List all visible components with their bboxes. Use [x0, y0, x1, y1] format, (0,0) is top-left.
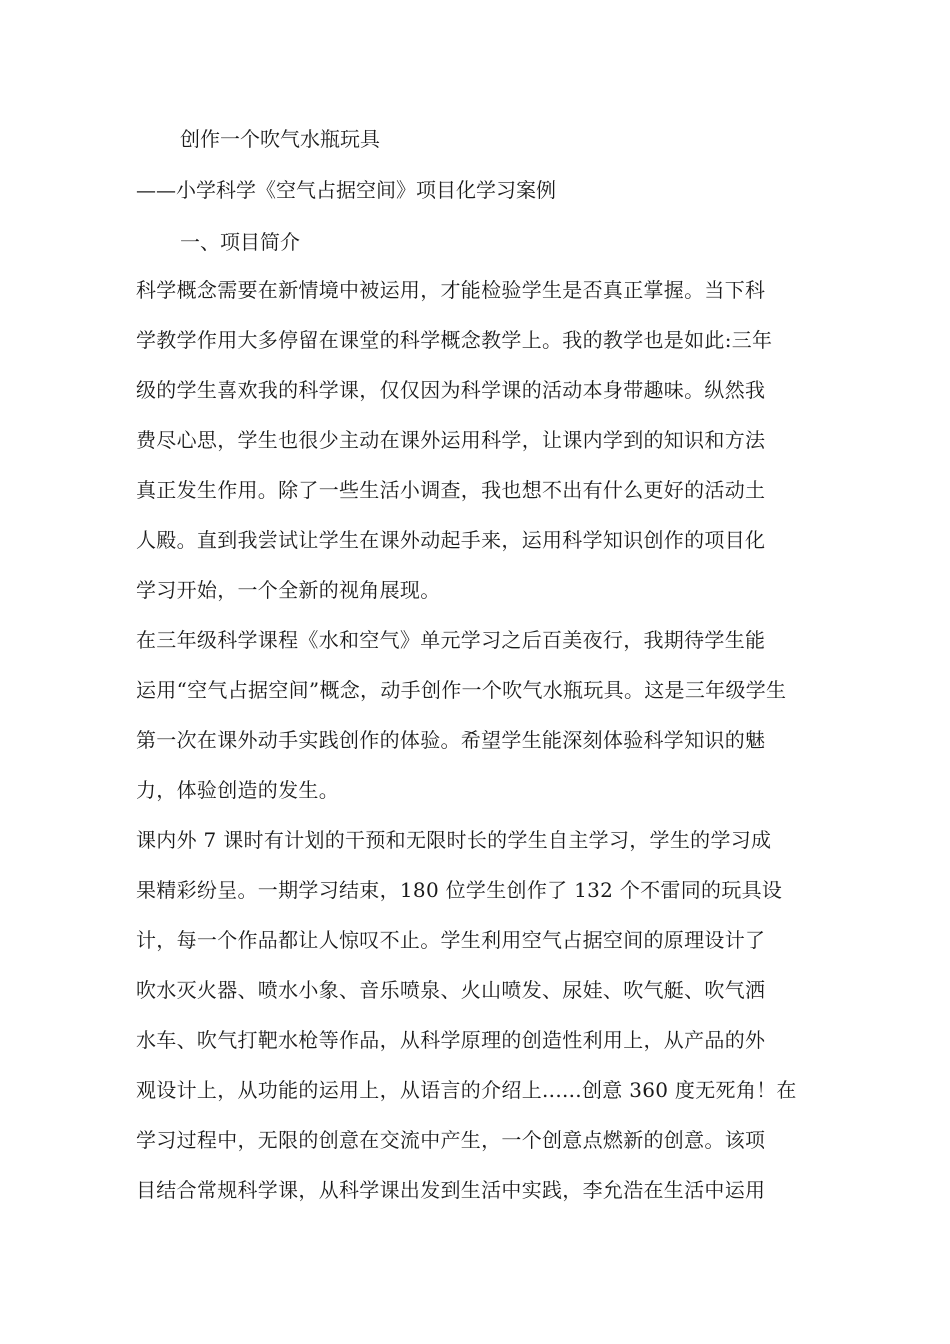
paragraph-line: 费尽心思，学生也很少主动在课外运用科学，让课内学到的知识和方法	[136, 428, 766, 452]
paragraph-line: 水车、吹气打靶水枪等作品，从科学原理的创造性利用上，从产品的外	[136, 1028, 766, 1052]
section-heading: 一、项目简介	[180, 230, 300, 254]
paragraph-line: 人殿。直到我尝试让学生在课外动起手来，运用科学知识创作的项目化	[136, 528, 766, 552]
paragraph-line: 学习开始，一个全新的视角展现。	[136, 578, 441, 602]
paragraph-line: 果精彩纷呈。一期学习结束，180 位学生创作了 132 个不雷同的玩具设	[136, 878, 783, 902]
paragraph-line: 学教学作用大多停留在课堂的科学概念教学上。我的教学也是如此:三年	[136, 328, 773, 352]
paragraph-line: 学习过程中，无限的创意在交流中产生，一个创意点燃新的创意。该项	[136, 1128, 766, 1152]
paragraph-line: 计，每一个作品都让人惊叹不止。学生利用空气占据空间的原理设计了	[136, 928, 766, 952]
paragraph-1	[136, 265, 816, 615]
paragraph-line: 吹水灭火器、喷水小象、音乐喷泉、火山喷发、尿娃、吹气艇、吹气洒	[136, 978, 766, 1002]
paragraph-line: 真正发生作用。除了一些生活小调查，我也想不出有什么更好的活动土	[136, 478, 766, 502]
paragraph-line: 运用“空气占据空间”概念，动手创作一个吹气水瓶玩具。这是三年级学生	[136, 678, 787, 702]
paragraph-line: 第一次在课外动手实践创作的体验。希望学生能深刻体验科学知识的魅	[136, 728, 766, 752]
document-title: 创作一个吹气水瓶玩具	[180, 127, 380, 151]
paragraph-2	[136, 615, 816, 815]
paragraph-line: 课内外 7 课时有计划的干预和无限时长的学生自主学习，学生的学习成	[136, 828, 772, 852]
paragraph-line: 科学概念需要在新情境中被运用，才能检验学生是否真正掌握。当下科	[136, 278, 766, 302]
paragraph-line: 力，体验创造的发生。	[136, 778, 339, 802]
document-subtitle: ——小学科学《空气占据空间》项目化学习案例	[136, 178, 556, 202]
paragraph-3	[136, 815, 816, 1215]
paragraph-line: 目结合常规科学课，从科学课出发到生活中实践，李允浩在生活中运用	[136, 1178, 766, 1202]
paragraph-line: 在三年级科学课程《水和空气》单元学习之后百美夜行，我期待学生能	[136, 628, 766, 652]
paragraph-line: 级的学生喜欢我的科学课，仅仅因为科学课的活动本身带趣味。纵然我	[136, 378, 766, 402]
paragraph-line: 观设计上，从功能的运用上，从语言的介绍上......创意 360 度无死角！在	[136, 1078, 797, 1102]
